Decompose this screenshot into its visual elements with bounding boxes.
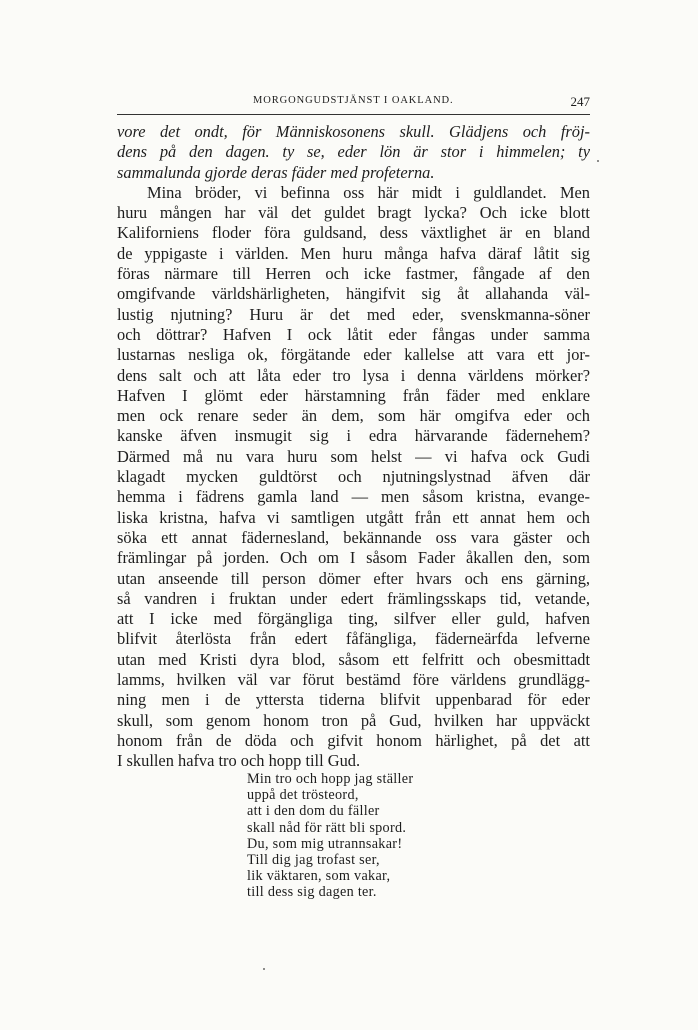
text-line: lustarnas nesliga ok, förgätande eder kallelse att vara ett jor- — [117, 345, 590, 365]
text-line: liska kristna, hafva vi samtligen utgått från ett annat hem och — [117, 507, 590, 527]
text-line: skull, som genom honom tron på Gud, hvilken har uppväckt — [117, 710, 590, 730]
text-line: hemma i fädrens gamla land — men såsom kristna, evange- — [117, 487, 590, 507]
header-rule — [117, 114, 590, 115]
verse-line: Till dig jag trofast ser, — [247, 851, 380, 868]
verse-line: Min tro och hopp jag ställer — [247, 771, 414, 787]
text-line: utan med Kristi dyra blod, såsom ett felfritt och obesmittadt — [117, 649, 590, 669]
text-line: utan anseende till person dömer efter hvars och ens gärning, — [117, 568, 590, 588]
verse-line: att i den dom du fäller — [247, 803, 380, 820]
text-line: dens salt och att låta eder tro lysa i denna världens mörker? — [117, 365, 590, 385]
text-line: men ock renare seder än dem, som här omgifva eder och — [117, 406, 590, 426]
verse-line: lik väktaren, som vakar, — [247, 868, 391, 885]
text-line: söka ett annat fädernesland, bekännande oss vara gäster och — [117, 527, 590, 547]
text-line: kanske äfven insmugit sig i edra härvarande fädernehem? — [117, 426, 590, 446]
text-line: blifvit återlösta från edert fåfängliga, fäderneärfda lefverne — [117, 629, 590, 649]
text-line: vore det ondt, för Människosonens skull. Glädjens och fröj- — [117, 122, 590, 141]
text-line: huru mången har väl det guldet bragt lycka? Och icke blott — [117, 203, 590, 223]
text-line: de yppigaste i världen. Men huru många hafva däraf låtit sig — [117, 243, 590, 263]
verse-line: skall nåd för rätt bli spord. — [247, 819, 407, 836]
page-number: 247 — [570, 94, 590, 109]
text-line: och döttrar? Hafven I ock låtit eder fångas under samma — [117, 324, 590, 344]
page-header — [117, 94, 590, 110]
text-line: Mina bröder, vi befinna oss här midt i guldlandet. Men — [147, 182, 590, 202]
text-line: I skullen hafva tro och hopp till Gud. — [117, 751, 361, 771]
paper-speck — [597, 160, 599, 162]
text-line: klagadt mycken guldtörst och njutningslystnad äfven där — [117, 467, 590, 487]
text-line: lustig njutning? Huru är det med eder, svenskmanna-söner — [117, 304, 590, 324]
text-line: lamms, hvilken väl var förut bestämd före världens grundlägg- — [117, 670, 590, 690]
sermon-text — [117, 122, 590, 772]
verse-line: uppå det trösteord, — [247, 787, 359, 804]
text-line: så vandren i fruktan under edert främlingsskaps tid, vetande, — [117, 588, 590, 608]
text-line: ning men i de yttersta tiderna blifvit uppenbarad för eder — [117, 690, 590, 710]
text-line: föras närmare till Herren och icke fastmer, fångade af den — [117, 264, 590, 284]
text-line: omgifvande världshärligheten, hängifvit sig åt allahanda väl- — [117, 284, 590, 304]
text-line: främlingar på jorden. Och om I såsom Fader åkallen den, som — [117, 548, 590, 568]
text-line: Därmed må nu vara huru som helst — vi hafva ock Gudi — [117, 446, 590, 466]
text-line: att I icke med förgängliga ting, silfver eller guld, hafven — [117, 609, 590, 629]
text-line: honom från de döda och gifvit honom härlighet, på det att — [117, 730, 590, 750]
paper-speck — [263, 968, 265, 970]
text-line: Kaliforniens floder föra guldsand, dess växtlighet är en bland — [117, 223, 590, 243]
hymn-verse — [247, 771, 413, 901]
text-line: Hafven I glömt eder härstamning från fäder med enklare — [117, 385, 590, 405]
running-title: MORGONGUDSTJÄNST I OAKLAND. — [253, 95, 454, 106]
verse-line: till dess sig dagen ter. — [247, 884, 377, 901]
text-line: sammalunda gjorde deras fäder med profeterna. — [117, 162, 435, 182]
text-line: dens på den dagen. ty se, eder lön är stor i himmelen; ty — [117, 142, 590, 162]
verse-line: Du, som mig utrannsakar! — [247, 835, 403, 852]
